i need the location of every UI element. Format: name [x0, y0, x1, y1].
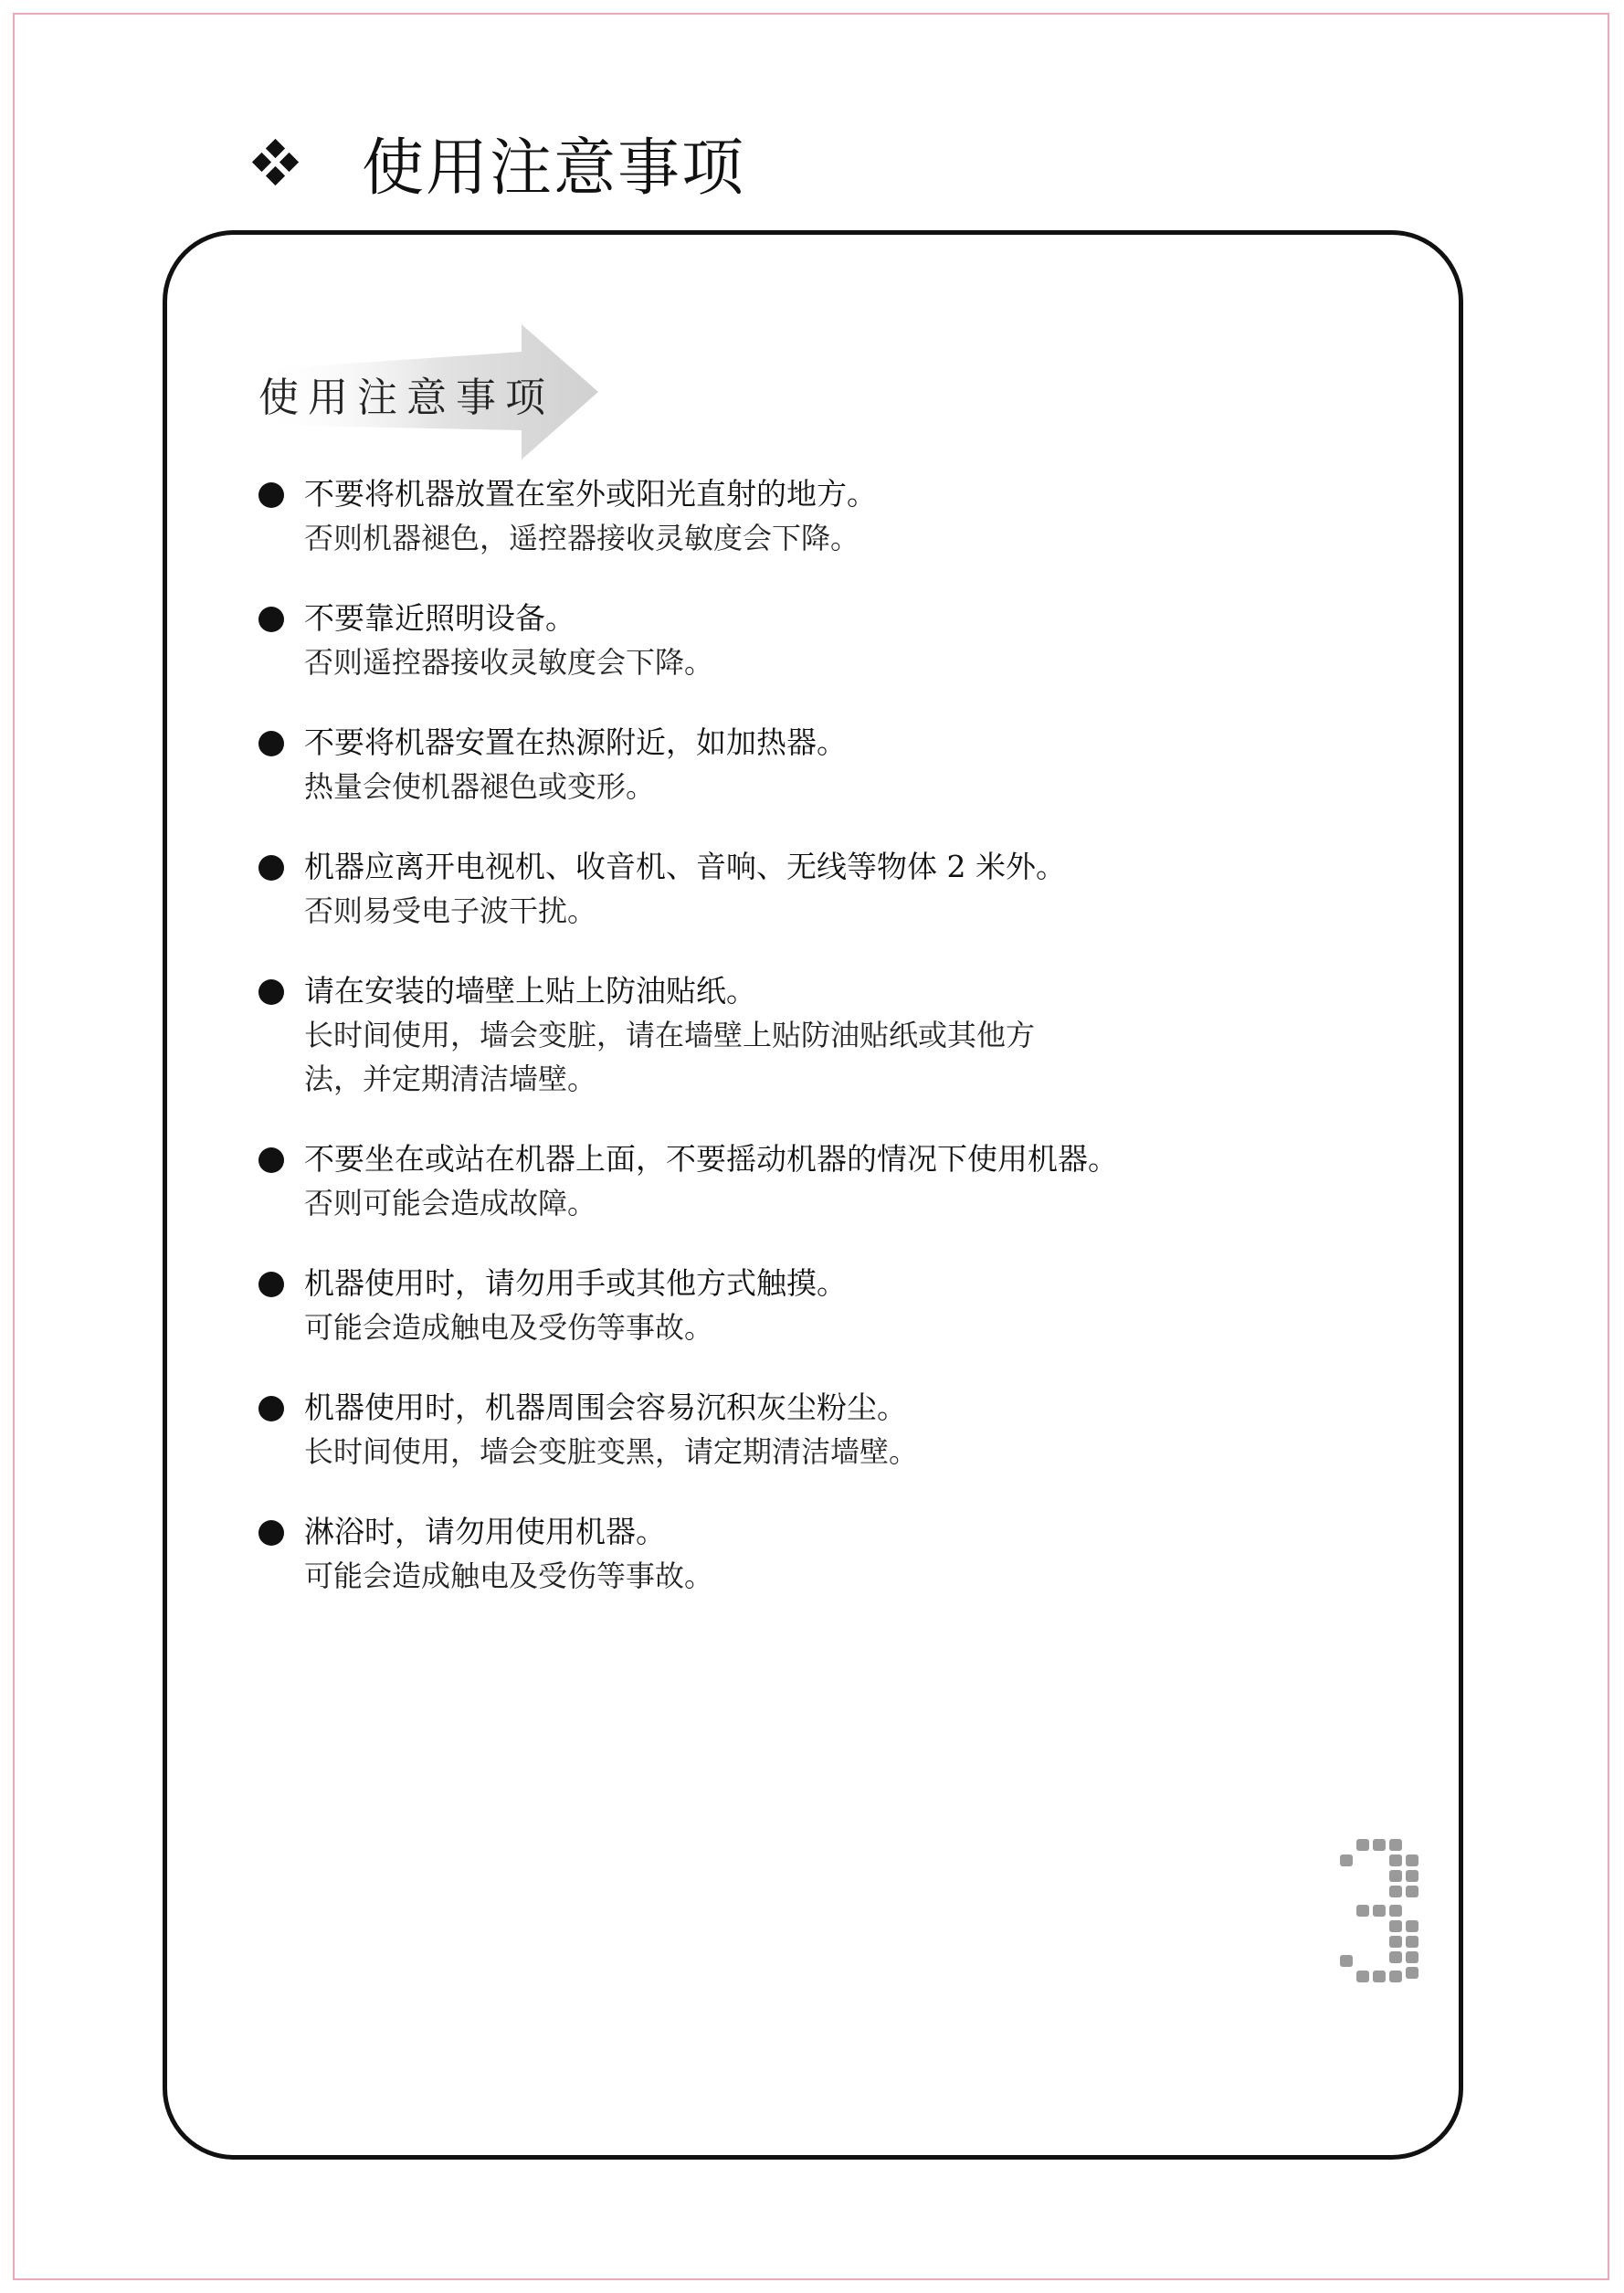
bullet-icon [258, 1272, 284, 1297]
note-item [258, 1137, 1355, 1262]
note-main: 不要将机器放置在室外或阳光直射的地方。 [304, 476, 877, 512]
note-sub: 长时间使用，墙会变脏，请在墙壁上贴防油贴纸或其他方 法，并定期清洁墙壁。 [304, 1018, 1036, 1096]
note-item [258, 597, 1355, 721]
page-header [254, 117, 745, 208]
note-main: 机器使用时，机器周围会容易沉积灰尘粉尘。 [304, 1390, 907, 1425]
note-sub: 可能会造成触电及受伤等事故。 [304, 1559, 714, 1593]
note-sub: 可能会造成触电及受伤等事故。 [304, 1310, 714, 1345]
note-sub: 热量会使机器褪色或变形。 [304, 769, 656, 804]
diamond-cluster-icon [254, 141, 298, 185]
note-item [258, 845, 1355, 969]
note-main: 淋浴时，请勿用使用机器。 [304, 1514, 666, 1549]
note-item [258, 969, 1355, 1137]
page-title: 使用注意事项 [362, 132, 746, 205]
bullet-icon [258, 979, 284, 1005]
notes-list [258, 472, 1355, 1634]
note-item [258, 472, 1355, 597]
section-heading: 使用注意事项 [258, 375, 554, 421]
note-sub: 否则可能会造成故障。 [304, 1186, 597, 1220]
notes-panel [163, 230, 1463, 2160]
bullet-icon [258, 482, 284, 508]
page-number-3-icon [1336, 1839, 1437, 2003]
bullet-icon [258, 855, 284, 881]
note-main: 机器应离开电视机、收音机、音响、无线等物体 2 米外。 [304, 849, 1066, 884]
note-sub: 否则遥控器接收灵敏度会下降。 [304, 645, 714, 680]
bullet-icon [258, 607, 284, 632]
note-main: 不要将机器安置在热源附近，如加热器。 [304, 724, 847, 760]
note-main: 不要靠近照明设备。 [304, 600, 575, 636]
bullet-icon [258, 1147, 284, 1173]
note-main: 机器使用时，请勿用手或其他方式触摸。 [304, 1265, 847, 1301]
note-sub: 否则易受电子波干扰。 [304, 893, 597, 928]
note-sub: 长时间使用，墙会变脏变黑，请定期清洁墙壁。 [304, 1434, 919, 1469]
note-item [258, 721, 1355, 845]
note-item [258, 1262, 1355, 1386]
note-sub: 否则机器褪色，遥控器接收灵敏度会下降。 [304, 521, 860, 555]
bullet-icon [258, 1396, 284, 1421]
note-item [258, 1510, 1355, 1634]
note-item [258, 1386, 1355, 1510]
section-banner [255, 322, 602, 469]
note-main: 请在安装的墙壁上贴上防油贴纸。 [304, 973, 756, 1009]
bullet-icon [258, 731, 284, 756]
note-main: 不要坐在或站在机器上面，不要摇动机器的情况下使用机器。 [304, 1141, 1118, 1177]
bullet-icon [258, 1520, 284, 1546]
